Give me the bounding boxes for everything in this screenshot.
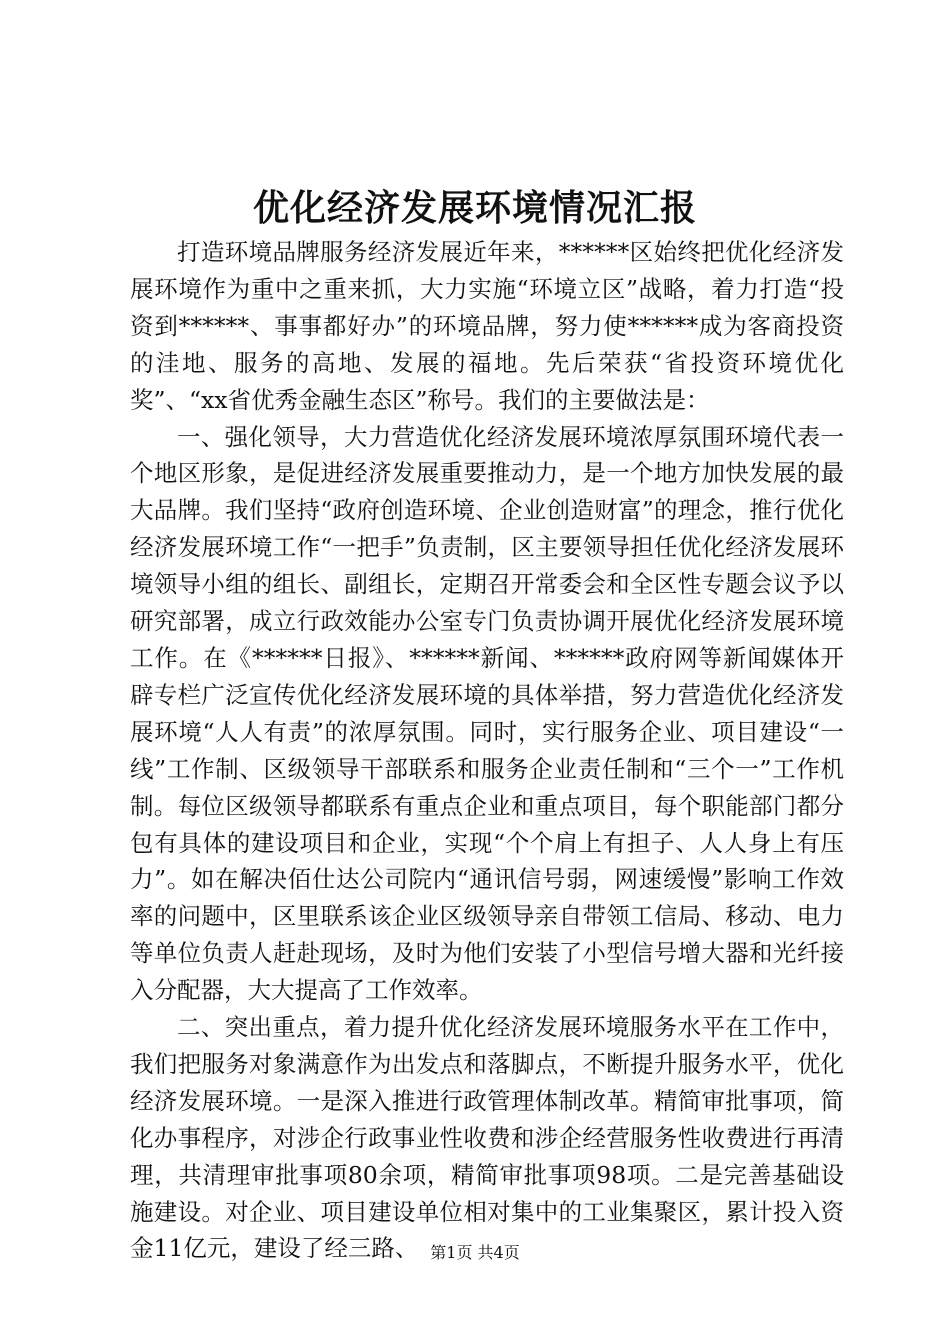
paragraph-section-two: 二、突出重点，着力提升优化经济发展环境服务水平在工作中，我们把服务对象满意作为出发点和落脚点，不断提升服务水平，优化经济发展环境。一是深入推进行政管理体制改革。精简审批事项，简化办事程序，对涉企行政事业性收费和涉企经营服务性收费进行再清理，共清理审批事项80余项，精简审批事项98项。二是完善基础设施建设。对企业、项目建设单位相对集中的工业集聚区，累计投入资金11亿元，建设了经三路、 [130,1013,844,1263]
page-number-footer: 第1页 共4页 [430,1243,520,1262]
paragraph-intro: 打造环境品牌服务经济发展近年来，******区始终把优化经济发展环境作为重中之重来抓，大力实施“环境立区”战略，着力打造“投资到******、事事都好办”的环境品牌，努力使******成为客商投资的洼地、服务的高地、发展的福地。先后荣获“省投资环境优化奖”、“xx省优秀金融生态区”称号。我们的主要做法是： [130,238,844,414]
document-body [130,234,844,1267]
paragraph-section-one: 一、强化领导，大力营造优化经济发展环境浓厚氛围环境代表一个地区形象，是促进经济发展重要推动力，是一个地方加快发展的最大品牌。我们坚持“政府创造环境、企业创造财富”的理念，推行优化经济发展环境工作“一把手”负责制，区主要领导担任优化经济发展环境领导小组的组长、副组长，定期召开常委会和全区性专题会议予以研究部署，成立行政效能办公室专门负责协调开展优化经济发展环境工作。在《******日报》、******新闻、******政府网等新闻媒体开辟专栏广泛宣传优化经济发展环境的具体举措，努力营造优化经济发展环境“人人有责”的浓厚氛围。同时，实行服务企业、项目建设“一线”工作制、区级领导干部联系和服务企业责任制和“三个一”工作机制。每位区级领导都联系有重点企业和重点项目，每个职能部门都分包有具体的建设项目和企业，实现“个个肩上有担子、人人身上有压力”。如在解决佰仕达公司院内“通讯信号弱，网速缓慢”影响工作效率的问题中，区里联系该企业区级领导亲自带领工信局、移动、电力等单位负责人赶赴现场，及时为他们安装了小型信号增大器和光纤接入分配器，大大提高了工作效率。 [130,422,844,1005]
document-title: 优化经济发展环境情况汇报 [252,187,697,229]
